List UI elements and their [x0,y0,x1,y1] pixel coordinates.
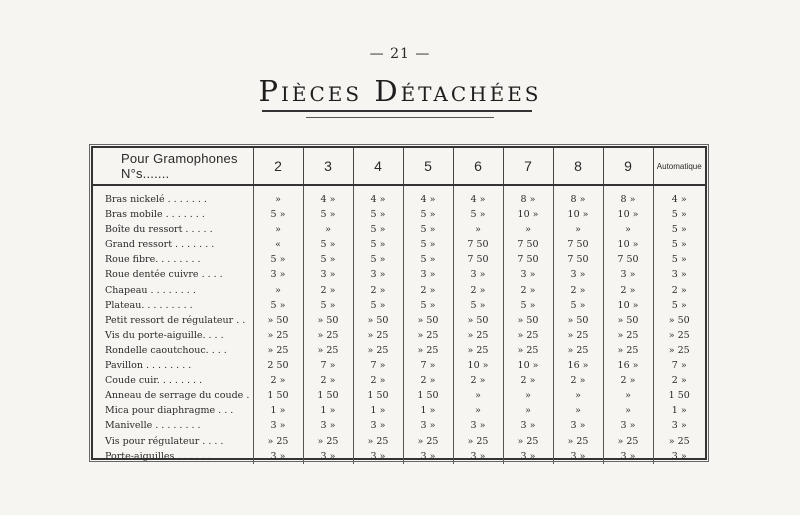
row-label: Plateau. . . . . . . . . [105,299,193,311]
price-cell: 2 » [353,283,403,298]
price-cell: » [253,222,303,237]
price-cell: 2 » [353,373,403,388]
title-underline [262,110,532,112]
price-cell: 3 » [403,418,453,433]
price-cell: 3 » [403,449,453,464]
column-header: 7 [503,148,553,185]
price-cell: » [303,222,353,237]
price-cell: 3 » [303,449,353,464]
price-cell: 5 » [503,298,553,313]
price-cell: » [503,403,553,418]
column-header: 8 [553,148,603,185]
table-row [93,358,705,373]
price-cell: » 25 [603,343,653,358]
page-number: — 21 — [369,46,431,62]
table-row [93,449,705,464]
price-cell: 1 » [303,403,353,418]
price-cell: » [453,403,503,418]
row-label: Chapeau . . . . . . . . [105,284,196,296]
price-cell: 3 » [253,418,303,433]
table-row [93,237,705,252]
price-cell: 5 » [403,222,453,237]
table-header-row [93,148,705,185]
price-cell: » 25 [503,434,553,449]
price-cell: » [253,185,303,207]
price-cell: 2 » [653,283,705,298]
column-header: 2 [253,148,303,185]
row-label: Grand ressort . . . . . . . [105,239,215,251]
price-cell: 5 » [653,252,705,267]
price-cell: 10 » [603,207,653,222]
table-row [93,313,705,328]
price-cell: 1 50 [303,388,353,403]
price-cell: » [253,283,303,298]
price-cell: 3 » [653,449,705,464]
price-cell: 4 » [353,185,403,207]
price-cell: » 25 [503,328,553,343]
row-label: Bras mobile . . . . . . . [105,209,205,221]
price-cell: 10 » [553,207,603,222]
row-label: Pavillon . . . . . . . . [105,360,192,372]
price-cell: 5 » [353,252,403,267]
price-cell: 5 » [353,237,403,252]
price-cell: 3 » [303,418,353,433]
price-cell: 2 » [553,283,603,298]
price-cell: 3 » [503,449,553,464]
column-header-automatique: Automatique [653,148,705,185]
price-cell: 3 » [553,449,603,464]
price-cell: 16 » [603,358,653,373]
table-row [93,403,705,418]
price-cell: 2 » [603,373,653,388]
price-cell: 5 » [253,252,303,267]
price-cell: » 50 [653,313,705,328]
price-cell: » [603,403,653,418]
page-title: Pièces Détachées [258,74,542,108]
price-cell: 3 » [603,449,653,464]
price-cell: 7 » [403,358,453,373]
price-cell: 1 » [653,403,705,418]
price-cell: 5 » [303,252,353,267]
column-header: 4 [353,148,403,185]
price-cell: 5 » [403,252,453,267]
price-cell: 5 » [403,237,453,252]
price-cell: 2 » [303,283,353,298]
price-cell: 3 » [653,418,705,433]
price-cell: 7 50 [453,252,503,267]
price-cell: » 25 [603,434,653,449]
price-cell: 5 » [303,207,353,222]
price-cell: 10 » [453,358,503,373]
price-cell: 7 » [303,358,353,373]
row-label: Vis du porte-aiguille. . . . [105,329,224,341]
price-cell: » [503,222,553,237]
header-label: Pour Gramophones N°s....... [93,148,253,185]
price-cell: » 25 [453,328,503,343]
price-cell: 5 » [653,298,705,313]
price-cell: » 50 [253,313,303,328]
table-body [93,185,705,464]
price-cell: 3 » [603,267,653,282]
price-cell: » 25 [353,328,403,343]
price-cell: 1 » [353,403,403,418]
price-cell: » 25 [503,343,553,358]
price-cell: » [553,403,603,418]
price-cell: » 50 [403,313,453,328]
price-cell: » 25 [303,434,353,449]
price-cell: 1 50 [403,388,453,403]
price-cell: 7 50 [503,252,553,267]
price-cell: 3 » [253,267,303,282]
price-cell: » [603,222,653,237]
price-cell: 10 » [503,358,553,373]
price-cell: 4 » [303,185,353,207]
table-row [93,373,705,388]
price-cell: » 25 [553,343,603,358]
column-header: 3 [303,148,353,185]
price-cell: » 50 [303,313,353,328]
price-cell: » 25 [253,434,303,449]
price-cell: » [553,388,603,403]
spare-parts-table [93,148,705,464]
price-cell: 2 » [253,373,303,388]
price-cell: 2 50 [253,358,303,373]
row-label: Petit ressort de régulateur . . [105,314,246,326]
price-cell: 5 » [353,222,403,237]
price-cell: 5 » [253,298,303,313]
price-cell: 2 » [403,373,453,388]
table-row [93,434,705,449]
price-cell: » 50 [603,313,653,328]
price-cell: 3 » [353,267,403,282]
price-cell: 3 » [453,449,503,464]
table-row [93,267,705,282]
price-cell: » 25 [403,328,453,343]
price-cell: 5 » [653,237,705,252]
price-cell: 2 » [453,283,503,298]
price-cell: 4 » [453,185,503,207]
row-label: Anneau de serrage du coude . [105,390,250,402]
price-cell: 7 50 [553,237,603,252]
table-row [93,283,705,298]
price-cell: 1 50 [253,388,303,403]
table-row [93,343,705,358]
table-row [93,418,705,433]
table-row [93,252,705,267]
title-underline-thin [306,117,494,118]
price-cell: » [453,222,503,237]
price-cell: » 25 [453,434,503,449]
price-cell: 1 50 [353,388,403,403]
price-cell: 2 » [653,373,705,388]
price-cell: 7 50 [503,237,553,252]
price-cell: 5 » [453,207,503,222]
price-cell: 7 50 [453,237,503,252]
price-cell: » 25 [653,343,705,358]
price-cell: » 25 [253,343,303,358]
price-cell: 16 » [553,358,603,373]
price-cell: 10 » [503,207,553,222]
table-row [93,328,705,343]
price-cell: 5 » [253,207,303,222]
row-label: Boîte du ressort . . . . . [105,224,213,236]
price-cell: 5 » [403,298,453,313]
table-row [93,298,705,313]
price-cell: 1 » [403,403,453,418]
price-cell: 4 » [653,185,705,207]
price-cell: 3 » [553,418,603,433]
price-cell: 7 50 [603,252,653,267]
price-cell: » 25 [653,328,705,343]
price-cell: 2 » [303,373,353,388]
price-cell: 5 » [453,298,503,313]
price-cell: 8 » [503,185,553,207]
price-cell: » 25 [653,434,705,449]
price-cell: 5 » [303,237,353,252]
price-cell: » 50 [353,313,403,328]
price-cell: 5 » [653,222,705,237]
price-cell: » [553,222,603,237]
price-cell: 8 » [553,185,603,207]
table-row [93,388,705,403]
price-cell: 3 » [453,267,503,282]
price-cell: 2 » [553,373,603,388]
price-cell: 4 » [403,185,453,207]
price-cell: » [603,388,653,403]
price-cell: 7 50 [553,252,603,267]
price-cell: » 50 [553,313,603,328]
row-label: Manivelle . . . . . . . . [105,420,201,432]
price-cell: » 50 [503,313,553,328]
price-cell: 5 » [353,298,403,313]
price-cell: 3 » [253,449,303,464]
column-header: 5 [403,148,453,185]
price-cell: » 25 [603,328,653,343]
price-cell: » [503,388,553,403]
price-cell: 3 » [403,267,453,282]
price-cell: 1 » [253,403,303,418]
price-cell: 3 » [553,267,603,282]
price-cell: 3 » [603,418,653,433]
price-cell: 7 » [653,358,705,373]
price-cell: 3 » [653,267,705,282]
price-cell: 1 50 [653,388,705,403]
price-cell: 5 » [653,207,705,222]
price-cell: 3 » [503,418,553,433]
price-cell: 7 » [353,358,403,373]
row-label: Coude cuir. . . . . . . . [105,375,203,387]
price-cell: » 25 [553,434,603,449]
price-cell: « [253,237,303,252]
row-label: Roue dentée cuivre . . . . [105,269,223,281]
price-cell: 3 » [353,449,403,464]
row-label: Roue fibre. . . . . . . . [105,254,201,266]
price-cell: » 25 [453,343,503,358]
row-label: Porte-aiguilles . . . . . . [105,450,211,462]
price-cell: » 25 [553,328,603,343]
price-cell: 5 » [403,207,453,222]
price-cell: 8 » [603,185,653,207]
price-cell: 2 » [503,373,553,388]
row-label: Vis pour régulateur . . . . [105,435,224,447]
price-cell: 2 » [603,283,653,298]
price-cell: » 25 [253,328,303,343]
row-label: Mica pour diaphragme . . . [105,405,234,417]
price-cell: 5 » [553,298,603,313]
price-cell: » 25 [303,328,353,343]
price-cell: » 25 [353,343,403,358]
price-cell: 3 » [353,418,403,433]
table-row [93,222,705,237]
price-table-frame [91,146,707,460]
table-row [93,185,705,207]
row-label: Bras nickelé . . . . . . . [105,194,207,205]
table-row [93,207,705,222]
price-cell: 2 » [503,283,553,298]
row-label: Rondelle caoutchouc. . . . [105,344,227,356]
price-cell: » 25 [303,343,353,358]
price-cell: » [453,388,503,403]
price-cell: 10 » [603,298,653,313]
price-cell: 2 » [403,283,453,298]
price-cell: » 50 [453,313,503,328]
column-header: 9 [603,148,653,185]
column-header: 6 [453,148,503,185]
price-cell: » 25 [353,434,403,449]
price-cell: 3 » [453,418,503,433]
price-cell: 2 » [453,373,503,388]
price-cell: 3 » [303,267,353,282]
price-cell: 10 » [603,237,653,252]
price-cell: 3 » [503,267,553,282]
price-cell: » 25 [403,343,453,358]
price-cell: 5 » [303,298,353,313]
price-cell: » 25 [403,434,453,449]
price-cell: 5 » [353,207,403,222]
